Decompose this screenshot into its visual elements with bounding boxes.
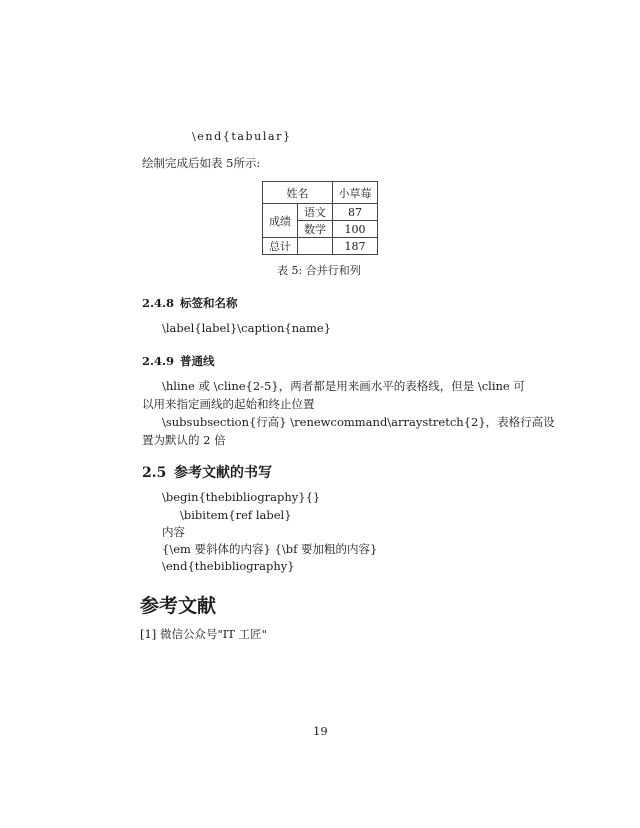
table-header-name-value: 小草莓 <box>333 182 378 204</box>
table-cell-subject: 语文 <box>298 204 333 221</box>
section-number: 2.5 <box>142 465 167 481</box>
section-title: 参考文献的书写 <box>174 465 272 481</box>
table-cell-total-label: 总计 <box>263 238 298 255</box>
code-line: 内容 <box>162 525 185 539</box>
table-header-name-label: 姓名 <box>263 182 333 204</box>
table-cell-group: 成绩 <box>263 204 298 238</box>
section-heading-2-4-9 <box>142 353 215 369</box>
reference-item: [1] 微信公众号"IT 工匠" <box>140 627 267 641</box>
section-title: 普通线 <box>180 354 215 368</box>
page-number: 19 <box>313 724 328 738</box>
merged-table <box>262 181 378 255</box>
code-line: \bibitem{ref label} <box>180 508 292 522</box>
table-cell-score: 87 <box>333 204 378 221</box>
section-number: 2.4.9 <box>142 354 175 368</box>
table-cell-total-value: 187 <box>333 238 378 255</box>
code-line: \label{label}\caption{name} <box>162 321 332 335</box>
section-title: 标签和名称 <box>180 296 238 310</box>
table-caption: 表 5: 合并行和列 <box>277 264 361 277</box>
code-line: {\em 要斜体的内容} {\bf 要加粗的内容} <box>162 542 378 556</box>
intro-paragraph: 绘制完成后如表 5所示: <box>142 156 261 170</box>
paragraph-line: 以用来指定画线的起始和终止位置 <box>142 397 315 411</box>
paragraph-line: \hline 或 \cline{2-5}，两者都是用来画水平的表格线，但是 \cline 可 <box>162 379 525 393</box>
code-line: \end{thebibliography} <box>162 559 295 573</box>
paragraph-line: 置为默认的 2 倍 <box>142 433 226 447</box>
table-cell-score: 100 <box>333 221 378 238</box>
section-number: 2.4.8 <box>142 296 175 310</box>
table-cell-subject: 数学 <box>298 221 333 238</box>
table-cell-total-blank <box>298 238 333 255</box>
section-heading-2-4-8 <box>142 295 238 311</box>
paragraph-line: \subsubsection{行高} \renewcommand\arraystretch{2}，表格行高设 <box>162 415 555 429</box>
code-end-tabular: \end{tabular} <box>192 130 292 143</box>
references-title: 参考文献 <box>140 595 217 617</box>
section-heading-2-5 <box>142 462 272 482</box>
code-line: \begin{thebibliography}{} <box>162 490 321 504</box>
